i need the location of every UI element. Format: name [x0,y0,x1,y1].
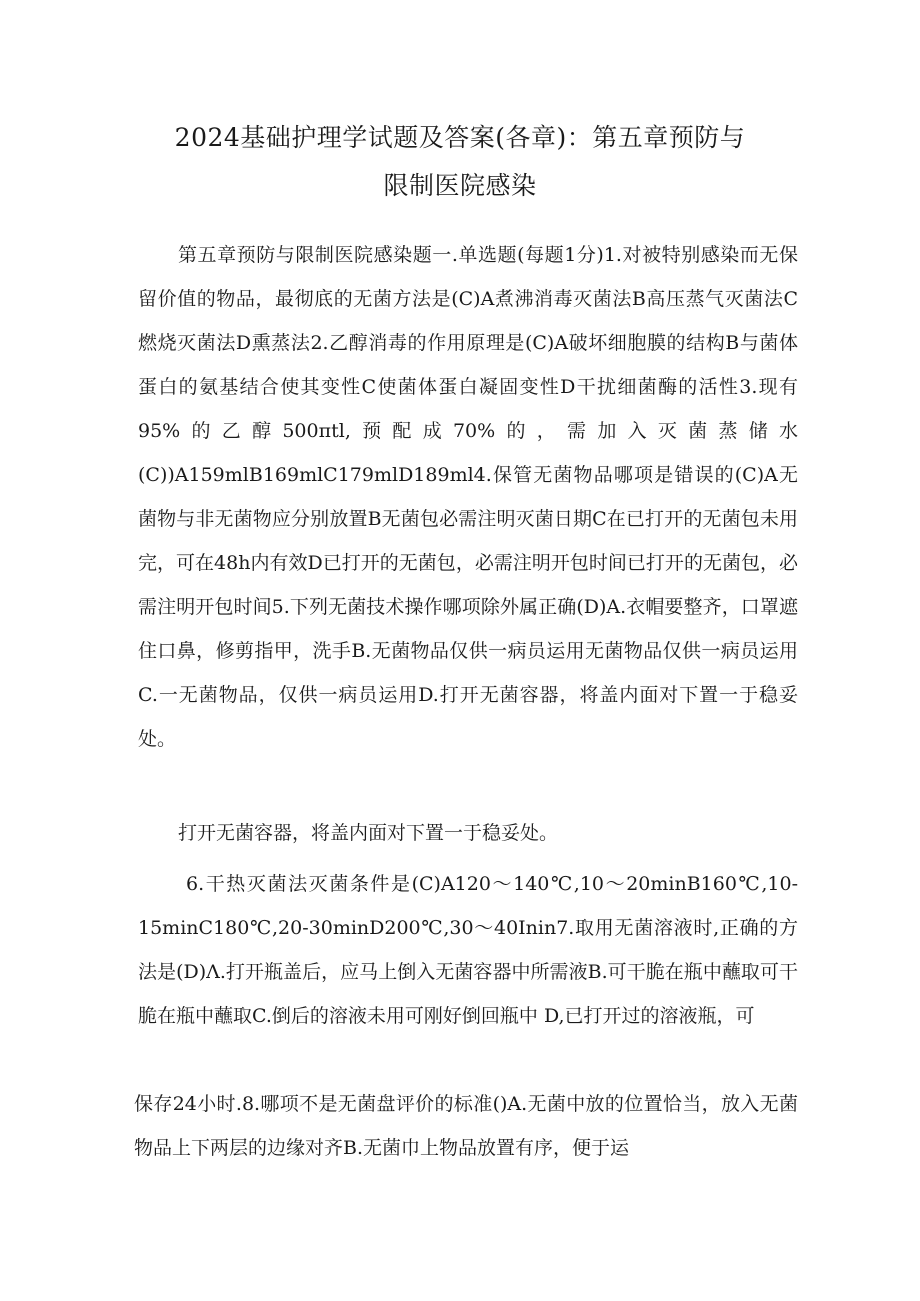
document-title-line-1: 2024基础护理学试题及答案(各章)：第五章预防与 [174,123,746,152]
body-paragraph-2: 打开无菌容器，将盖内面对下置一于稳妥处。 [178,822,559,844]
body-paragraph-4: 保存24小时.8.哪项不是无菌盘评价的标准()A.无菌中放的位置恰当，放入无菌物品上下两层的边缘对齐B.无菌巾上物品放置有序，便于运 [134,1093,798,1159]
body-paragraph-3: 6.干热灭菌法灭菌条件是(C)A120～140℃,10～20minB160℃,10-15minC180℃,20-30minD200℃,30～40Inin7.取用无菌溶液时,正确的方法是(D)Λ.打开瓶盖后，应马上倒入无菌容器中所需液B.可干脆在瓶中蘸取可干脆在瓶中蘸取C.倒后的溶液未用可刚好倒回瓶中 D,已打开过的溶液瓶，可 [138,873,798,1027]
body-paragraph-1: 第五章预防与限制医院感染题一.单选题(每题1分)1.对被特别感染而无保留价值的物品，最彻底的无菌方法是(C)A煮沸消毒灭菌法B高压蒸气灭菌法C燃烧灭菌法D熏蒸法2.乙醇消毒的作用原理是(C)A破坏细胞膜的结构B与菌体蛋白的氨基结合使其变性C使菌体蛋白凝固变性D干扰细菌酶的活性3.现有95%的乙醇500πtl,预配成70%的，需加入灭菌蒸储水(C))A159mlB169mlC179mlD189ml4.保管无菌物品哪项是错误的(C)A无菌物与非无菌物应分别放置B无菌包必需注明灭菌日期C在已打开的无菌包未用完，可在48h内有效D已打开的无菌包，必需注明开包时间已打开的无菌包，必需注明开包时间5.下列无菌技术操作哪项除外属正确(D)A.衣帽要整齐，口罩遮住口鼻，修剪指甲，洗手B.无菌物品仅供一病员运用无菌物品仅供一病员运用C.一无菌物品，仅供一病员运用D.打开无菌容器，将盖内面对下置一于稳妥处。 [138,244,798,750]
document-title-line-2: 限制医院感染 [383,171,537,200]
